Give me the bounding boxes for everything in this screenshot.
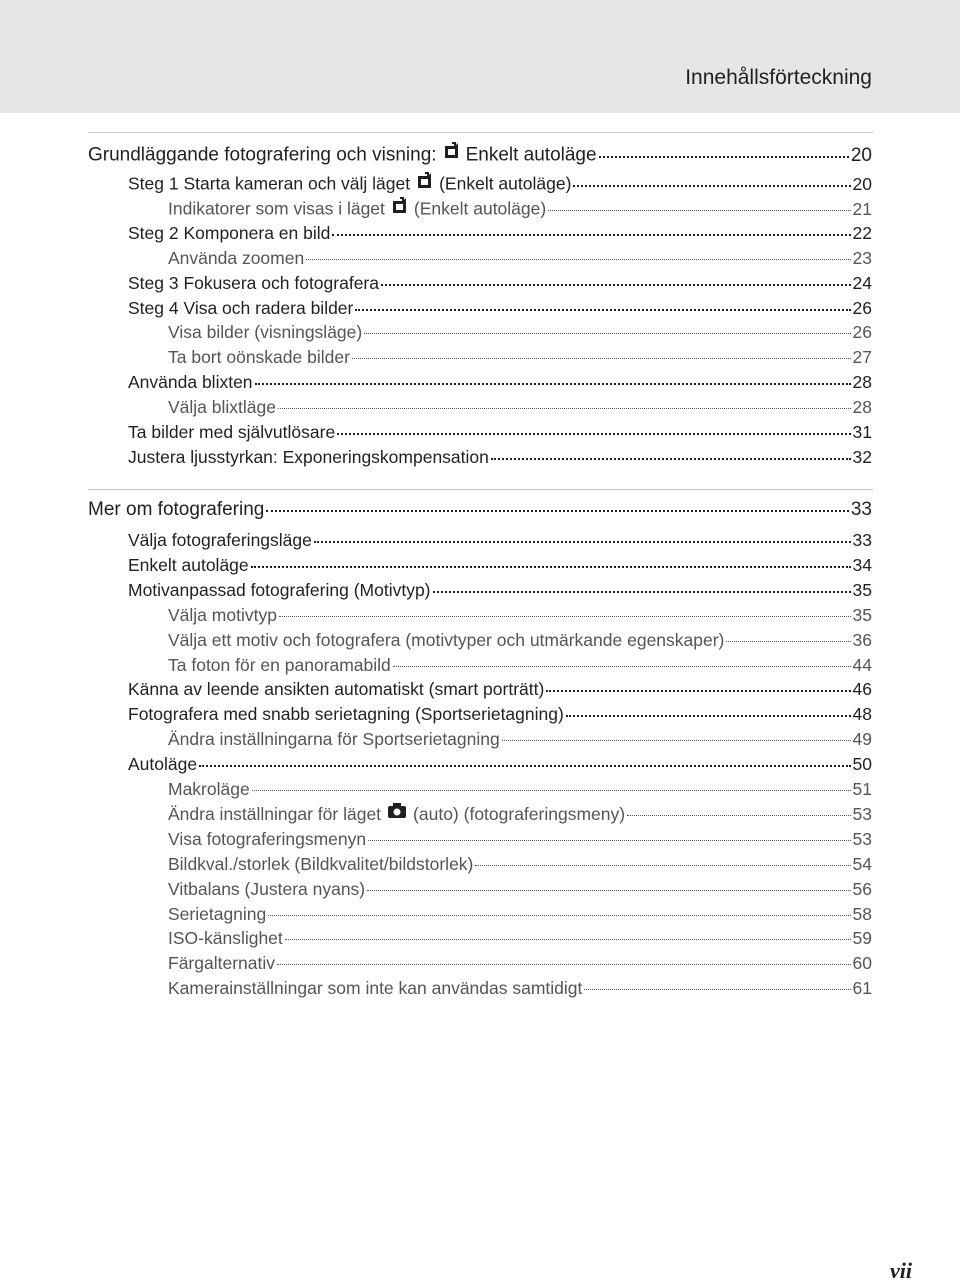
dot-leader <box>433 589 851 593</box>
entry-title: Vitbalans (Justera nyans) <box>168 878 366 899</box>
entry-title: Steg 3 Fokusera och fotografera <box>128 272 379 293</box>
dot-leader <box>277 962 851 965</box>
easy-auto-icon <box>416 171 433 195</box>
entry-title-pre: Ändra inställningar för läget <box>168 803 382 824</box>
entry-page-number: 53 <box>852 803 872 824</box>
entry-page-number: 58 <box>852 903 872 924</box>
dot-leader <box>268 913 850 916</box>
entry-title: Enkelt autoläge <box>128 554 249 575</box>
dot-leader <box>573 183 850 187</box>
toc-entry[interactable] <box>0 679 960 703</box>
toc-entry[interactable] <box>0 530 960 554</box>
entry-title: Makroläge <box>168 779 250 799</box>
toc-entry[interactable] <box>0 953 960 977</box>
dot-leader <box>252 788 851 791</box>
entry-page-number: 33 <box>850 499 872 520</box>
entry-title: Justera ljusstyrkan: Exponeringskompensation <box>128 446 489 467</box>
entry-page-number: 48 <box>852 704 872 725</box>
toc-entry[interactable] <box>0 754 960 778</box>
entry-title: ISO-känslighet <box>168 928 283 949</box>
toc-entry[interactable] <box>0 580 960 604</box>
dot-leader <box>627 813 850 816</box>
entry-title: Bildkval./storlek (Bildkvalitet/bildstorlek) <box>168 853 474 874</box>
entry-title: Visa fotograferingsmenyn <box>168 828 367 849</box>
page-title: Innehållsförteckning <box>685 66 872 89</box>
entry-page-number: 20 <box>850 144 872 166</box>
dot-leader <box>199 763 850 767</box>
entry-page-number: 28 <box>852 372 872 393</box>
toc-entry[interactable] <box>0 555 960 579</box>
toc-entry[interactable] <box>0 273 960 297</box>
dot-leader <box>599 154 849 158</box>
entry-title: Ta bilder med självutlösare <box>128 422 336 442</box>
toc-entry[interactable] <box>0 779 960 803</box>
toc-entry[interactable] <box>0 298 960 322</box>
entry-title: Färgalternativ <box>168 953 275 974</box>
toc-entry[interactable] <box>0 223 960 247</box>
section-divider <box>88 132 873 133</box>
entry-title: Autoläge <box>128 754 198 775</box>
entry-title <box>128 173 571 197</box>
toc-entry[interactable] <box>0 173 960 197</box>
entry-title: Använda blixten <box>128 372 253 393</box>
entry-page-number: 35 <box>852 579 872 600</box>
dot-leader <box>546 688 850 692</box>
dot-leader <box>566 713 851 717</box>
dot-leader <box>285 937 851 940</box>
toc-entry[interactable] <box>0 904 960 928</box>
entry-page-number: 32 <box>852 446 872 467</box>
toc-entry[interactable] <box>0 397 960 421</box>
dot-leader <box>278 406 851 409</box>
dot-leader <box>251 564 851 568</box>
entry-title-pre: Steg 1 Starta kameran och välj läget <box>128 173 411 194</box>
dot-leader <box>255 381 851 385</box>
entry-title: Steg 2 Komponera en bild <box>128 222 331 243</box>
entry-title: Ta bort oönskade bilder <box>168 347 350 368</box>
toc-entry[interactable] <box>0 854 960 878</box>
entry-page-number: 21 <box>852 198 872 219</box>
toc-entry[interactable] <box>0 829 960 853</box>
dot-leader <box>475 863 850 866</box>
dot-leader <box>279 614 851 617</box>
toc-entry[interactable] <box>0 143 960 167</box>
entry-page-number: 50 <box>852 754 872 775</box>
toc-entry[interactable] <box>0 198 960 222</box>
entry-page-number: 36 <box>852 629 872 650</box>
dot-leader <box>548 208 850 211</box>
dot-leader <box>355 307 850 311</box>
entry-page-number: 49 <box>852 729 872 750</box>
page-number: vii <box>890 1258 912 1283</box>
dot-leader <box>332 232 850 236</box>
entry-title: Ta foton för en panoramabild <box>168 654 391 675</box>
toc-entry[interactable] <box>0 978 960 1002</box>
entry-title: Känna av leende ansikten automatiskt (smart porträtt) <box>128 679 545 700</box>
entry-page-number: 22 <box>852 222 872 243</box>
entry-title <box>168 198 546 222</box>
dot-leader <box>314 539 851 543</box>
entry-page-number: 23 <box>852 247 872 268</box>
page-header <box>0 0 960 113</box>
entry-page-number: 56 <box>852 878 872 899</box>
section-divider <box>88 489 873 490</box>
entry-title: Steg 4 Visa och radera bilder <box>128 297 354 318</box>
dot-leader <box>367 888 850 891</box>
toc-entry[interactable] <box>0 704 960 728</box>
dot-leader <box>337 431 850 435</box>
camera-auto-icon <box>387 802 407 824</box>
entry-title: Mer om fotografering <box>88 499 265 520</box>
entry-title-pre: Grundläggande fotografering och visning: <box>88 144 437 166</box>
dot-leader <box>368 838 850 841</box>
dot-leader <box>502 738 851 741</box>
entry-title: Motivanpassad fotografering (Motivtyp) <box>128 579 431 600</box>
entry-title: Visa bilder (visningsläge) <box>168 322 363 343</box>
entry-page-number: 27 <box>852 347 872 368</box>
entry-page-number: 59 <box>852 928 872 949</box>
entry-title <box>88 143 597 168</box>
toc-entry[interactable] <box>0 928 960 952</box>
entry-page-number: 51 <box>852 779 872 799</box>
entry-page-number: 61 <box>852 978 872 999</box>
toc-entry[interactable] <box>0 322 960 346</box>
toc-entry[interactable] <box>0 804 960 828</box>
entry-page-number: 31 <box>852 422 872 442</box>
entry-page-number: 26 <box>852 322 872 343</box>
entry-page-number: 26 <box>852 297 872 318</box>
dot-leader <box>726 639 850 642</box>
entry-title-post: (Enkelt autoläge) <box>413 198 547 219</box>
entry-page-number: 28 <box>852 397 872 418</box>
toc-entry[interactable] <box>0 422 960 446</box>
entry-page-number: 35 <box>852 604 872 625</box>
toc-entry[interactable] <box>0 499 960 523</box>
entry-page-number: 44 <box>852 654 872 675</box>
toc-entry[interactable] <box>0 879 960 903</box>
entry-title: Välja motivtyp <box>168 604 277 625</box>
toc-entry[interactable] <box>0 447 960 471</box>
entry-page-number: 54 <box>852 853 872 874</box>
easy-auto-icon <box>391 196 408 220</box>
toc-entry[interactable] <box>0 372 960 396</box>
entry-page-number: 53 <box>852 828 872 849</box>
entry-title: Serietagning <box>168 903 267 924</box>
entry-title: Välja fotograferingsläge <box>128 530 312 550</box>
dot-leader <box>393 664 851 667</box>
entry-title: Välja blixtläge <box>168 397 276 418</box>
entry-page-number: 46 <box>852 679 872 700</box>
dot-leader <box>306 257 850 260</box>
dot-leader <box>266 508 849 512</box>
entry-title: Ändra inställningarna för Sportserietagning <box>168 729 500 750</box>
dot-leader <box>364 331 850 334</box>
entry-title-pre: Indikatorer som visas i läget <box>168 198 385 219</box>
entry-title: Kamerainställningar som inte kan användas samtidigt <box>168 978 583 999</box>
entry-title: Använda zoomen <box>168 247 305 268</box>
entry-title: Fotografera med snabb serietagning (Sportserietagning) <box>128 704 564 725</box>
dot-leader <box>584 987 850 990</box>
entry-page-number: 33 <box>852 530 872 550</box>
entry-title: Välja ett motiv och fotografera (motivtyper och utmärkande egenskaper) <box>168 629 725 650</box>
toc-entry[interactable] <box>0 655 960 679</box>
entry-title <box>168 804 625 826</box>
toc-entry[interactable] <box>0 630 960 654</box>
toc-entry[interactable] <box>0 605 960 629</box>
entry-title-post: (auto) (fotograferingsmeny) <box>413 803 626 824</box>
easy-auto-icon <box>443 141 460 166</box>
dot-leader <box>491 456 851 460</box>
toc-entry[interactable] <box>0 729 960 753</box>
entry-title-post: Enkelt autoläge <box>465 144 597 166</box>
dot-leader <box>352 356 851 359</box>
toc-entry[interactable] <box>0 347 960 371</box>
entry-page-number: 24 <box>852 272 872 293</box>
entry-page-number: 34 <box>852 554 872 575</box>
toc-entry[interactable] <box>0 248 960 272</box>
entry-page-number: 20 <box>852 173 872 194</box>
dot-leader <box>381 282 851 286</box>
entry-title-post: (Enkelt autoläge) <box>439 173 572 194</box>
entry-page-number: 60 <box>852 953 872 974</box>
